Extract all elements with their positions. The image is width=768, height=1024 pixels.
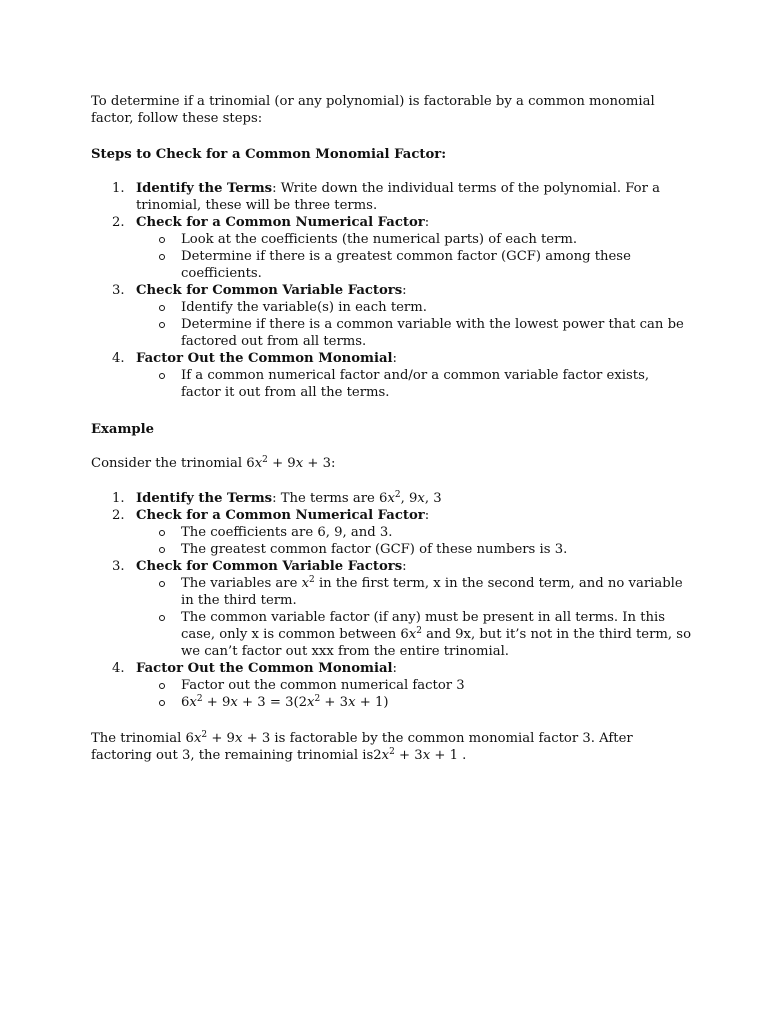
x-squared-expression: $x^2$ [301, 575, 315, 591]
circle-bullet-icon [159, 530, 165, 536]
example-steps-list [91, 490, 691, 711]
step-title: Factor Out the Common Monomial [136, 351, 393, 366]
step-item [91, 180, 691, 214]
sub-item-text: The greatest common factor (GCF) of these numbers is 3. [181, 542, 568, 557]
circle-bullet-icon [159, 373, 165, 379]
step-item [91, 350, 691, 401]
step-title: Check for a Common Numerical Factor [136, 508, 425, 523]
step-text: : [424, 508, 430, 523]
circle-bullet-icon [159, 700, 165, 706]
circle-bullet-icon [159, 305, 165, 311]
sub-item [136, 575, 691, 609]
sub-list [136, 677, 691, 711]
example-step-item [91, 490, 691, 507]
sub-item [136, 541, 691, 558]
example-intro-text: Consider the trinomial [91, 456, 247, 471]
step-title: Factor Out the Common Monomial [136, 661, 393, 676]
sub-item-text: The coefficients are 6, 9, and 3. [181, 525, 393, 540]
example-heading-text: Example [91, 422, 155, 437]
sub-item [136, 694, 691, 711]
conclusion-text: The trinomial [91, 731, 186, 746]
step-text: : [392, 351, 397, 366]
sub-item-text: The common variable factor (if any) must be present in all terms. In this case, only x is common between [181, 610, 665, 642]
sub-list [136, 575, 691, 660]
step-number: 1. [112, 181, 125, 196]
step-number: 1. [112, 491, 125, 506]
sub-item [136, 299, 691, 316]
step-title: Check for Common Variable Factors [136, 559, 403, 574]
sub-list [136, 299, 691, 350]
circle-bullet-icon [159, 254, 165, 260]
sub-item [136, 367, 691, 401]
sub-item [136, 524, 691, 541]
circle-bullet-icon [159, 237, 165, 243]
step-text: : [402, 559, 407, 574]
step-item [91, 214, 691, 282]
step-text: : Write down the individual terms of the polynomial. For a trinomial, these will be three terms. [136, 181, 660, 213]
factored-equation: $6x^2 + 9x + 3 = 3(2x^2 + 3x + 1)$ [181, 694, 389, 710]
intro-paragraph: To determine if a trinomial (or any polynomial) is factorable by a common monomial factor, follow these steps: [91, 94, 655, 126]
circle-bullet-icon [159, 615, 165, 621]
sub-item-text: Determine if there is a common variable with the lowest power that can be factored out from all terms. [181, 317, 684, 349]
sub-item [136, 677, 691, 694]
sub-item-text: Factor out the common numerical factor 3 [181, 678, 465, 693]
step-title: Check for Common Variable Factors [136, 283, 403, 298]
example-intro [91, 455, 691, 472]
sub-item-text: in the first term, x in the second term, and no variable in the third term. [181, 576, 683, 608]
step-title: Identify the Terms [136, 181, 273, 196]
steps-heading [91, 146, 691, 163]
sub-item-text: Determine if there is a greatest common factor (GCF) among these coefficients. [181, 249, 631, 281]
step-number: 2. [112, 215, 125, 230]
remaining-trinomial-expression: $2x^2 + 3x + 1$ [373, 747, 458, 763]
circle-bullet-icon [159, 547, 165, 553]
trinomial-expression: $6x^2 + 9x + 3$ [246, 455, 331, 471]
example-step-item [91, 507, 691, 558]
sub-item [136, 248, 691, 282]
example-intro-colon: : [330, 456, 336, 471]
six-x-squared-expression: $6x^2$ [400, 626, 422, 642]
steps-list [91, 180, 691, 401]
sub-item-text: Look at the coefficients (the numerical parts) of each term. [181, 232, 578, 247]
step-number: 2. [112, 508, 125, 523]
circle-bullet-icon [159, 322, 165, 328]
sub-item-text: The variables are [181, 576, 302, 591]
step-title: Identify the Terms [136, 491, 273, 506]
step-number: 3. [112, 283, 125, 298]
trinomial-expression: $6x^2 + 9x + 3$ [185, 730, 271, 746]
step-title: Check for a Common Numerical Factor [136, 215, 425, 230]
terms-expression: $6x^2$, 9x, 3 [379, 490, 442, 506]
sub-item [136, 231, 691, 248]
conclusion-period: . [457, 748, 467, 763]
step-text: : The terms are [272, 491, 380, 506]
steps-heading-text: Steps to Check for a Common Monomial Factor: [91, 147, 447, 162]
sub-item [136, 316, 691, 350]
sub-item-text: and 9x, but it’s not in the third term, so we can’t factor out xxx from the entire trinomial. [181, 627, 692, 659]
step-number: 3. [112, 559, 125, 574]
example-step-item [91, 558, 691, 660]
circle-bullet-icon [159, 581, 165, 587]
conclusion-paragraph [91, 730, 691, 764]
step-number: 4. [112, 351, 125, 366]
example-heading [91, 421, 691, 438]
conclusion-text: is factorable by the common monomial factor 3. After factoring out 3, the remaining trinomial is [91, 731, 633, 763]
step-item [91, 282, 691, 350]
step-text: : [402, 283, 407, 298]
sub-list [136, 524, 691, 558]
circle-bullet-icon [159, 683, 165, 689]
sub-list [136, 367, 691, 401]
sub-item-text: Identify the variable(s) in each term. [181, 300, 427, 315]
step-text: : [424, 215, 430, 230]
step-text: : [392, 661, 397, 676]
example-step-item [91, 660, 691, 711]
step-number: 4. [112, 661, 125, 676]
sub-item-text: If a common numerical factor and/or a common variable factor exists, factor it out from all the terms. [181, 368, 650, 400]
sub-item [136, 609, 691, 660]
sub-list [136, 231, 691, 282]
